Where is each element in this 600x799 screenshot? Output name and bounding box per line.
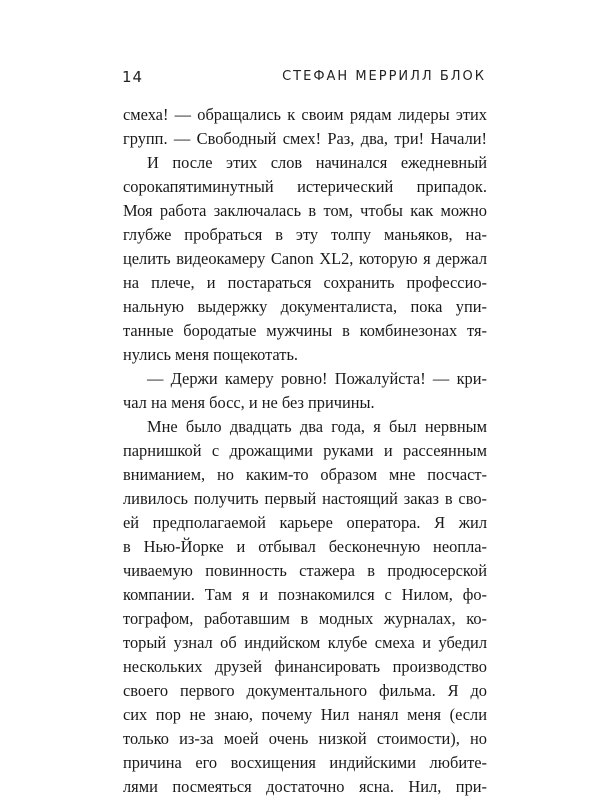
text-line: в Нью-Йорке и отбывал бесконечную неопла- [123,537,487,556]
text-line: ей предполагаемой карьере оператора. Я жил [123,513,487,532]
text-line: сорокапятиминутный истерический припадок. [123,177,487,196]
text-line: лями посмеяться достаточно ясна. Нил, при- [123,777,487,796]
text-line: сих пор не знаю, почему Нил нанял меня (если [123,705,487,724]
text-line: причина его восхищения индийскими любите- [123,753,487,772]
text-line: нулись меня пощекотать. [123,345,299,364]
text-line: смеха! — обращались к своим рядам лидеры этих [123,105,487,124]
text-line: вниманием, но каким-то образом мне посчаст- [123,465,487,484]
page-number: 14 [122,68,144,86]
text-line: Мне было двадцать два года, я был нервным [147,417,487,436]
text-line: компании. Там я и познакомился с Нилом, фо- [123,585,487,604]
text-line: тографом, работавшим в модных журналах, ко- [123,609,487,628]
body-text [123,103,487,799]
text-line: нальную выдержку документалиста, пока упи- [123,297,487,316]
text-line: парнишкой с дрожащими руками и рассеянным [123,441,487,460]
text-line: целить видеокамеру Canon XL2, которую я держал [123,249,487,268]
page-header [122,68,486,92]
text-line: чал на меня босс, и не без причины. [123,393,375,412]
text-line: торый узнал об индийском клубе смеха и убедил [123,633,487,652]
running-head: СТЕФАН МЕРРИЛЛ БЛОК [282,69,486,84]
text-line: нескольких друзей финансировать производство [123,657,487,676]
text-line: Моя работа заключалась в том, чтобы как можно [123,201,487,220]
text-line: глубже пробраться в эту толпу маньяков, на- [123,225,487,244]
text-line: танные бородатые мужчины в комбинезонах тя- [123,321,487,340]
text-line: — Держи камеру ровно! Пожалуйста! — кри- [147,369,487,388]
text-line: своего первого документального фильма. Я до [123,681,487,700]
text-line: чиваемую повинность стажера в продюсерской [123,561,487,580]
text-line: на плече, и постараться сохранить профессио- [123,273,487,292]
text-line: И после этих слов начинался ежедневный [147,153,487,172]
text-line: только из-за моей очень низкой стоимости), но [123,729,487,748]
text-line: групп. — Свободный смех! Раз, два, три! Начали! [123,129,487,148]
text-line: ливилось получить первый настоящий заказ в сво- [123,489,487,508]
